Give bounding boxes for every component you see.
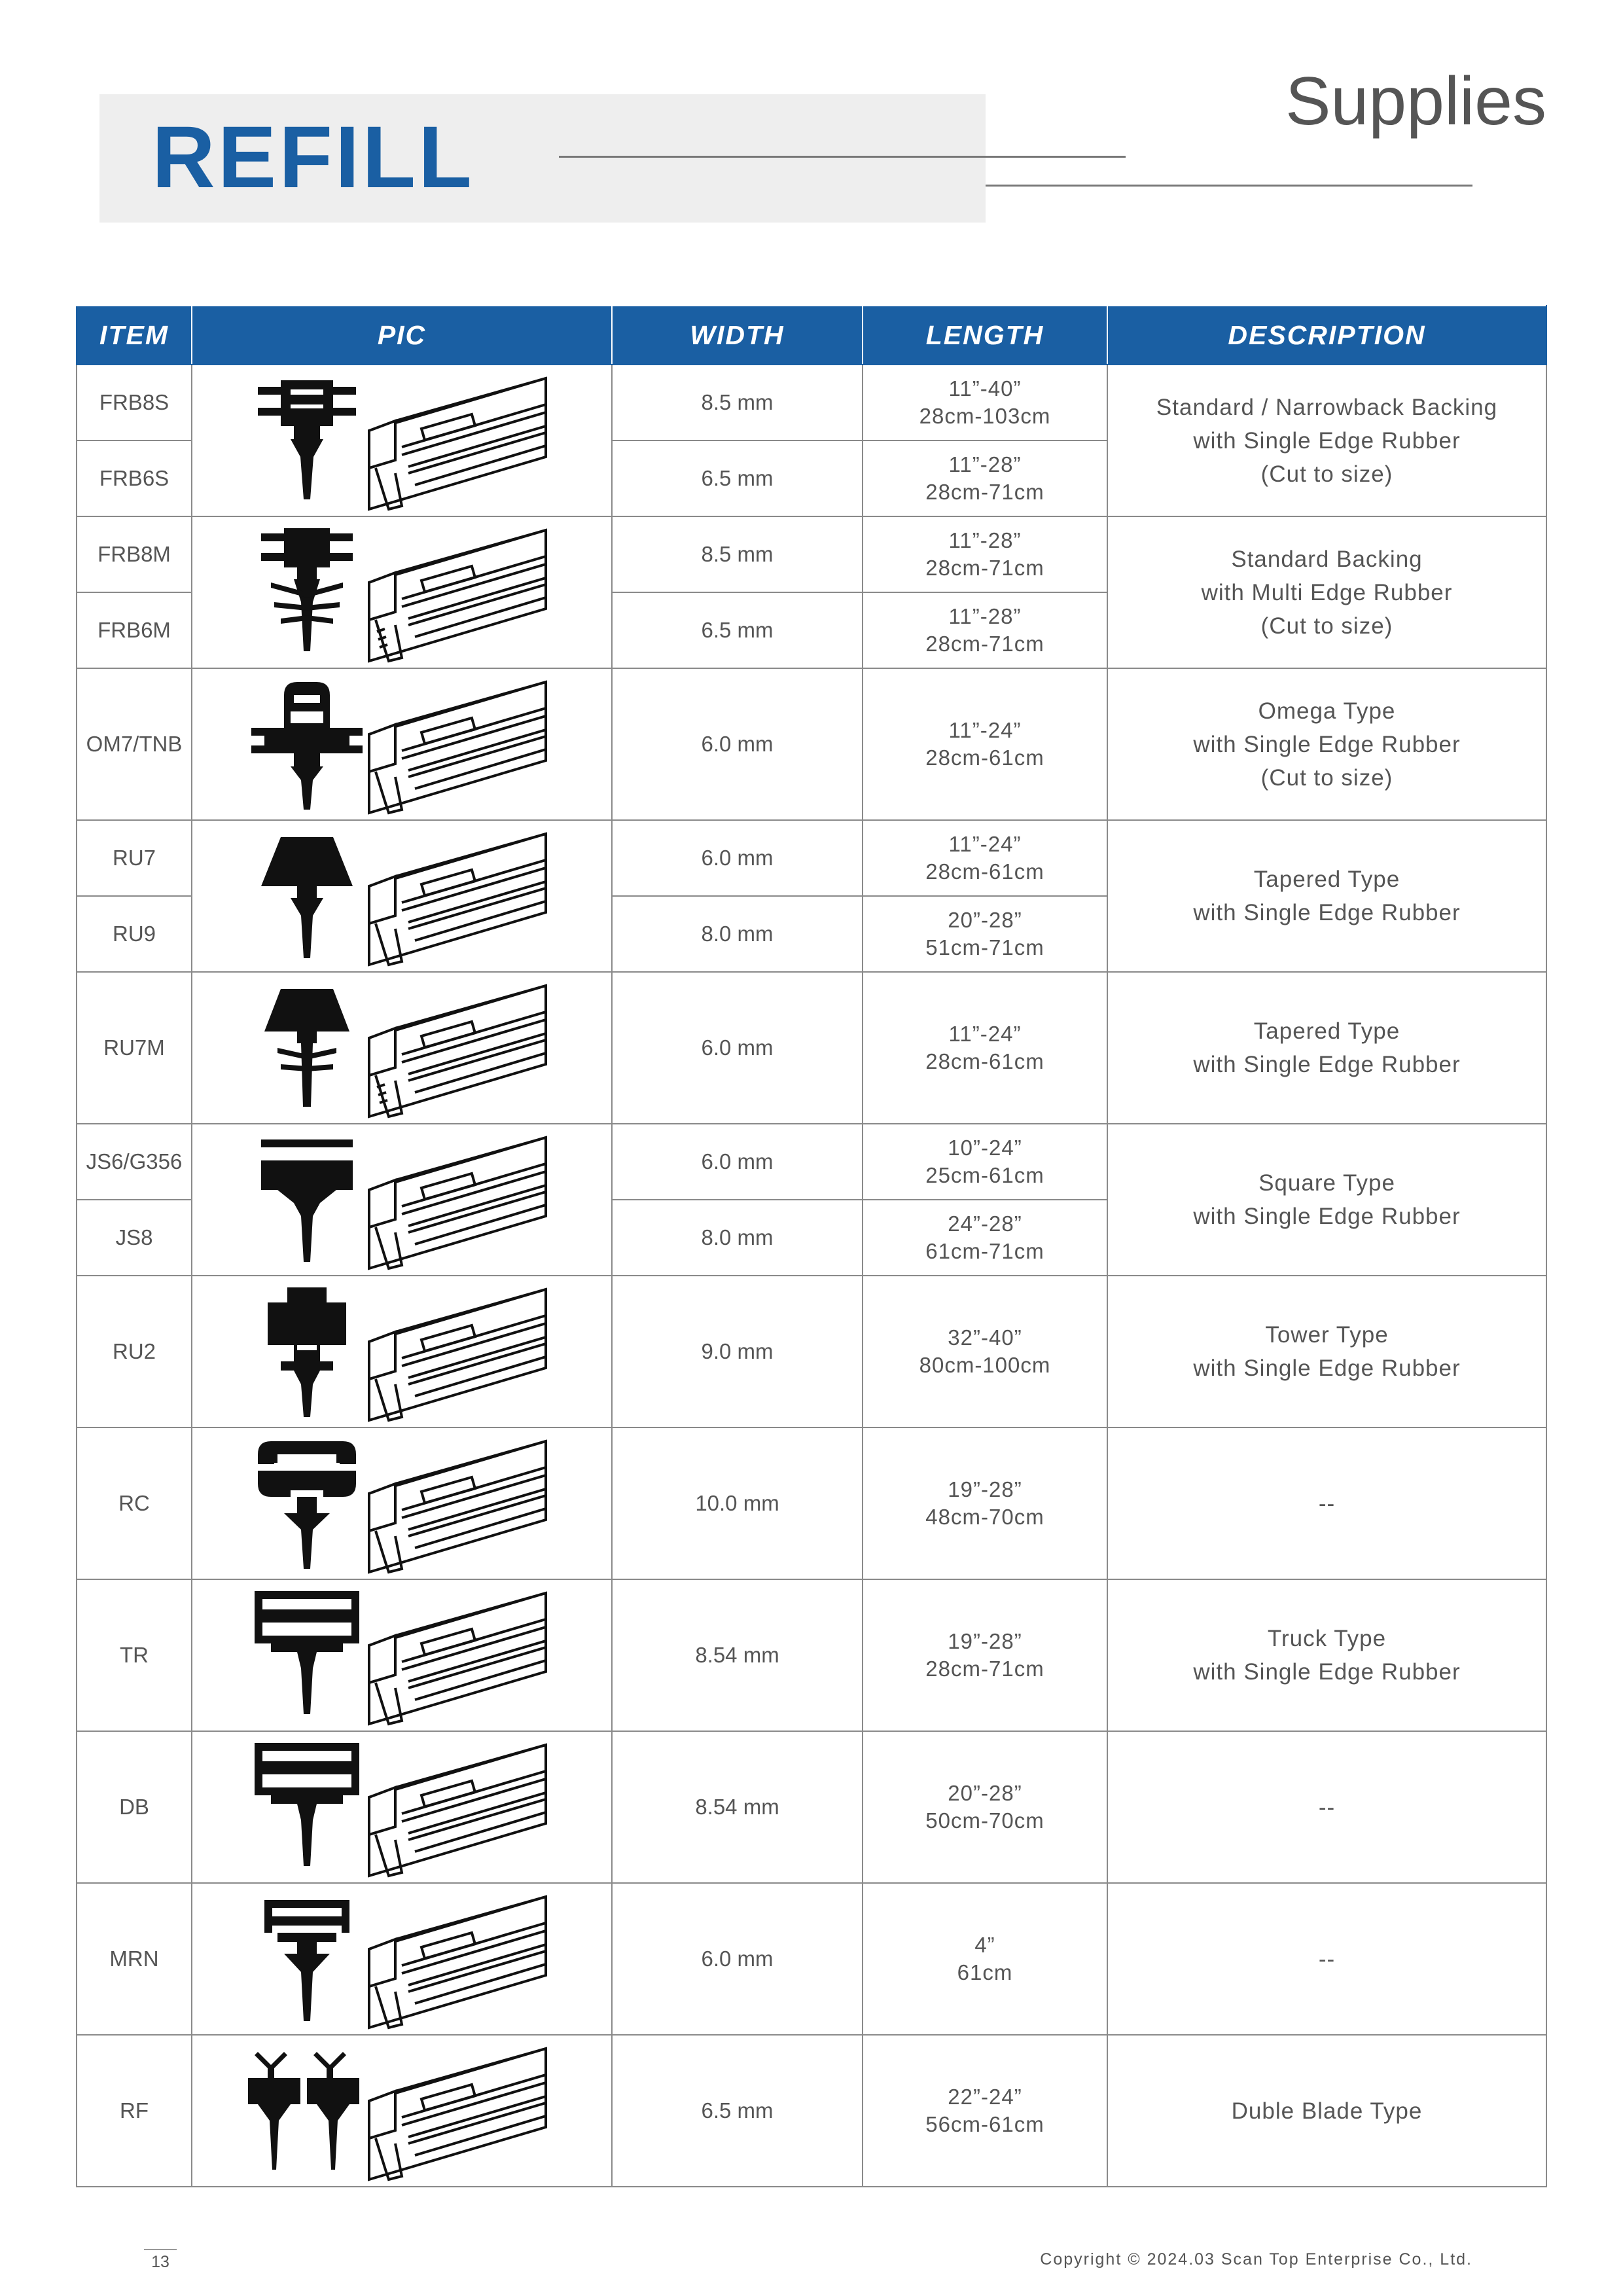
table-row — [77, 1731, 1546, 1883]
table-row — [77, 1427, 1546, 1579]
description-line: Square Type — [1258, 1170, 1395, 1196]
blade-illustration — [369, 530, 546, 661]
description-cell — [1107, 1124, 1546, 1276]
length-inch: 11”-24” — [948, 832, 1022, 856]
item-cell: DB — [77, 1731, 192, 1883]
length-cm: 51cm-71cm — [925, 935, 1044, 960]
item-cell: FRB8M — [77, 516, 192, 592]
table-row — [77, 1883, 1546, 2035]
length-cell — [863, 820, 1107, 896]
description-line: with Single Edge Rubber — [1193, 1204, 1461, 1229]
item-cell: RU7 — [77, 820, 192, 896]
cross-section-profile — [251, 682, 363, 810]
length-cm: 61cm-71cm — [925, 1239, 1044, 1263]
length-cell — [863, 2035, 1107, 2187]
length-cm: 25cm-61cm — [925, 1163, 1044, 1187]
length-inch: 11”-28” — [948, 528, 1022, 552]
length-cell — [863, 1427, 1107, 1579]
description-line: Omega Type — [1258, 698, 1396, 724]
item-cell: RU2 — [77, 1276, 192, 1427]
wiper-refill-image — [205, 672, 598, 816]
length-cell — [863, 592, 1107, 668]
width-cell: 8.54 mm — [612, 1731, 863, 1883]
description-cell — [1107, 1276, 1546, 1427]
length-inch: 10”-24” — [948, 1136, 1022, 1160]
length-cm: 28cm-103cm — [919, 404, 1051, 428]
length-cell — [863, 1276, 1107, 1427]
blade-illustration — [369, 2049, 546, 2179]
description-cell — [1107, 972, 1546, 1124]
length-inch: 20”-28” — [948, 908, 1022, 932]
cross-section-profile — [264, 1900, 349, 2021]
item-cell: RU9 — [77, 896, 192, 972]
header-width: WIDTH — [612, 306, 863, 365]
item-cell: MRN — [77, 1883, 192, 2035]
description-cell — [1107, 516, 1546, 668]
description-line: Truck Type — [1267, 1626, 1387, 1651]
cross-section-profile — [255, 1591, 359, 1714]
length-inch: 11”-28” — [948, 604, 1022, 628]
length-inch: 24”-28” — [948, 1211, 1022, 1236]
length-inch: 20”-28” — [948, 1781, 1022, 1805]
description-line: Tower Type — [1265, 1322, 1389, 1348]
length-inch: 19”-28” — [948, 1477, 1022, 1501]
length-cm: 28cm-71cm — [925, 632, 1044, 656]
item-cell: FRB6S — [77, 440, 192, 516]
description-line: with Single Edge Rubber — [1193, 427, 1461, 454]
product-pic — [192, 820, 612, 972]
length-cell — [863, 1731, 1107, 1883]
item-cell: FRB6M — [77, 592, 192, 668]
wiper-refill-image — [205, 1735, 598, 1879]
wiper-refill-image — [205, 1431, 598, 1575]
table-row — [77, 2035, 1546, 2187]
length-cm: 56cm-61cm — [925, 2112, 1044, 2136]
description-line: Duble Blade Type — [1231, 2098, 1423, 2124]
description-cell — [1107, 2035, 1546, 2187]
width-cell: 8.5 mm — [612, 365, 863, 440]
description-line: Standard / Narrowback Backing — [1156, 394, 1498, 420]
length-cell — [863, 1883, 1107, 2035]
description-cell — [1107, 1427, 1546, 1579]
length-cm: 80cm-100cm — [919, 1353, 1051, 1377]
item-cell: JS8 — [77, 1200, 192, 1276]
wiper-refill-image — [205, 368, 598, 512]
item-cell: JS6/G356 — [77, 1124, 192, 1200]
product-pic — [192, 1731, 612, 1883]
item-cell: FRB8S — [77, 365, 192, 440]
length-cm: 28cm-71cm — [925, 556, 1044, 580]
description-line: with Multi Edge Rubber — [1201, 579, 1453, 605]
width-cell: 8.5 mm — [612, 516, 863, 592]
length-cell — [863, 972, 1107, 1124]
item-cell: OM7/TNB — [77, 668, 192, 820]
description-cell — [1107, 668, 1546, 820]
description-cell — [1107, 1731, 1546, 1883]
description-line: (Cut to size) — [1260, 461, 1393, 487]
width-cell: 8.54 mm — [612, 1579, 863, 1731]
item-cell: TR — [77, 1579, 192, 1731]
item-cell: RC — [77, 1427, 192, 1579]
wiper-refill-image — [205, 2039, 598, 2183]
copyright-text: Copyright © 2024.03 Scan Top Enterprise Co., Ltd. — [1040, 2250, 1472, 2269]
description-line: -- — [1318, 1946, 1336, 1972]
header-item: ITEM — [77, 306, 192, 365]
description-cell — [1107, 1579, 1546, 1731]
cross-section-profile — [258, 1441, 356, 1569]
blade-illustration — [369, 1593, 546, 1724]
length-cm: 50cm-70cm — [925, 1808, 1044, 1833]
blade-illustration — [369, 682, 546, 813]
product-pic — [192, 365, 612, 516]
length-cm: 28cm-61cm — [925, 859, 1044, 884]
length-inch: 19”-28” — [948, 1629, 1022, 1653]
wiper-refill-image — [205, 1887, 598, 2031]
product-pic — [192, 972, 612, 1124]
section-title: Supplies — [1285, 63, 1546, 139]
header-pic: PIC — [192, 306, 612, 365]
item-cell: RU7M — [77, 972, 192, 1124]
title-rule-bottom — [986, 185, 1472, 187]
length-cell — [863, 440, 1107, 516]
wiper-refill-image — [205, 1128, 598, 1272]
width-cell: 9.0 mm — [612, 1276, 863, 1427]
blade-illustration — [369, 378, 546, 509]
page-number: 13 — [144, 2249, 177, 2272]
cross-section-profile — [261, 837, 353, 958]
description-line: -- — [1318, 1490, 1336, 1516]
width-cell: 6.0 mm — [612, 1124, 863, 1200]
length-cell — [863, 1200, 1107, 1276]
length-cell — [863, 1579, 1107, 1731]
length-cm: 28cm-71cm — [925, 1657, 1044, 1681]
length-cell — [863, 516, 1107, 592]
width-cell: 6.5 mm — [612, 592, 863, 668]
cross-section-profile — [268, 1287, 346, 1417]
item-cell: RF — [77, 2035, 192, 2187]
length-cell — [863, 668, 1107, 820]
width-cell: 6.5 mm — [612, 440, 863, 516]
length-inch: 11”-40” — [948, 376, 1022, 401]
product-pic — [192, 1276, 612, 1427]
description-cell — [1107, 1883, 1546, 2035]
width-cell: 6.0 mm — [612, 820, 863, 896]
width-cell: 8.0 mm — [612, 1200, 863, 1276]
length-cell — [863, 896, 1107, 972]
width-cell: 6.0 mm — [612, 972, 863, 1124]
width-cell: 6.5 mm — [612, 2035, 863, 2187]
cross-section-profile — [261, 528, 353, 651]
wiper-refill-image — [205, 976, 598, 1120]
width-cell: 10.0 mm — [612, 1427, 863, 1579]
wiper-refill-image — [205, 1280, 598, 1424]
wiper-refill-image — [205, 824, 598, 968]
description-line: Tapered Type — [1253, 1018, 1400, 1044]
header-description: DESCRIPTION — [1107, 306, 1546, 365]
blade-illustration — [369, 986, 546, 1117]
table-row — [77, 1124, 1546, 1200]
length-cm: 28cm-61cm — [925, 745, 1044, 770]
wiper-refill-image — [205, 1583, 598, 1727]
description-line: Tapered Type — [1253, 867, 1400, 892]
blade-illustration — [369, 1897, 546, 2028]
wiper-refill-image — [205, 520, 598, 664]
description-line: with Single Edge Rubber — [1193, 1659, 1461, 1685]
length-inch: 22”-24” — [948, 2085, 1022, 2109]
length-inch: 32”-40” — [948, 1325, 1022, 1350]
length-cm: 28cm-61cm — [925, 1049, 1044, 1073]
description-line: with Single Edge Rubber — [1193, 1355, 1461, 1381]
length-cell — [863, 365, 1107, 440]
table-row — [77, 668, 1546, 820]
header-length: LENGTH — [863, 306, 1107, 365]
product-pic — [192, 1883, 612, 2035]
blade-illustration — [369, 1441, 546, 1572]
description-line: (Cut to size) — [1260, 613, 1393, 639]
length-cm: 28cm-71cm — [925, 480, 1044, 504]
table-row — [77, 365, 1546, 440]
description-cell — [1107, 365, 1546, 516]
blade-illustration — [369, 834, 546, 965]
length-inch: 11”-28” — [948, 452, 1022, 476]
product-pic — [192, 1124, 612, 1276]
product-pic — [192, 2035, 612, 2187]
width-cell: 6.0 mm — [612, 1883, 863, 2035]
width-cell: 6.0 mm — [612, 668, 863, 820]
length-inch: 11”-24” — [948, 1022, 1022, 1046]
table-row — [77, 820, 1546, 896]
table-row — [77, 1276, 1546, 1427]
product-pic — [192, 516, 612, 668]
refill-table — [76, 305, 1547, 2187]
description-line: with Single Edge Rubber — [1193, 1052, 1461, 1077]
blade-illustration — [369, 1289, 546, 1420]
blade-illustration — [369, 1745, 546, 1876]
table-row — [77, 972, 1546, 1124]
width-cell: 8.0 mm — [612, 896, 863, 972]
cross-section-profile — [261, 1139, 353, 1262]
description-line: with Single Edge Rubber — [1193, 731, 1461, 757]
blade-illustration — [369, 1138, 546, 1268]
product-pic — [192, 1579, 612, 1731]
description-cell — [1107, 820, 1546, 972]
title-rule-top — [559, 156, 1126, 158]
page-title: REFILL — [152, 109, 474, 206]
description-line: (Cut to size) — [1260, 764, 1393, 791]
length-inch: 11”-24” — [948, 718, 1022, 742]
description-line: -- — [1318, 1794, 1336, 1820]
cross-section-profile — [264, 989, 349, 1107]
product-pic — [192, 668, 612, 820]
cross-section-profile — [255, 1743, 359, 1866]
table-row — [77, 1579, 1546, 1731]
length-cm: 61cm — [957, 1960, 1013, 1984]
cross-section-profile — [248, 2052, 359, 2170]
description-line: with Single Edge Rubber — [1193, 900, 1461, 925]
length-inch: 4” — [974, 1933, 995, 1957]
table-row — [77, 516, 1546, 592]
length-cell — [863, 1124, 1107, 1200]
cross-section-profile — [258, 380, 356, 499]
description-line: Standard Backing — [1231, 546, 1423, 572]
product-pic — [192, 1427, 612, 1579]
table-header-row — [77, 306, 1546, 365]
length-cm: 48cm-70cm — [925, 1505, 1044, 1529]
